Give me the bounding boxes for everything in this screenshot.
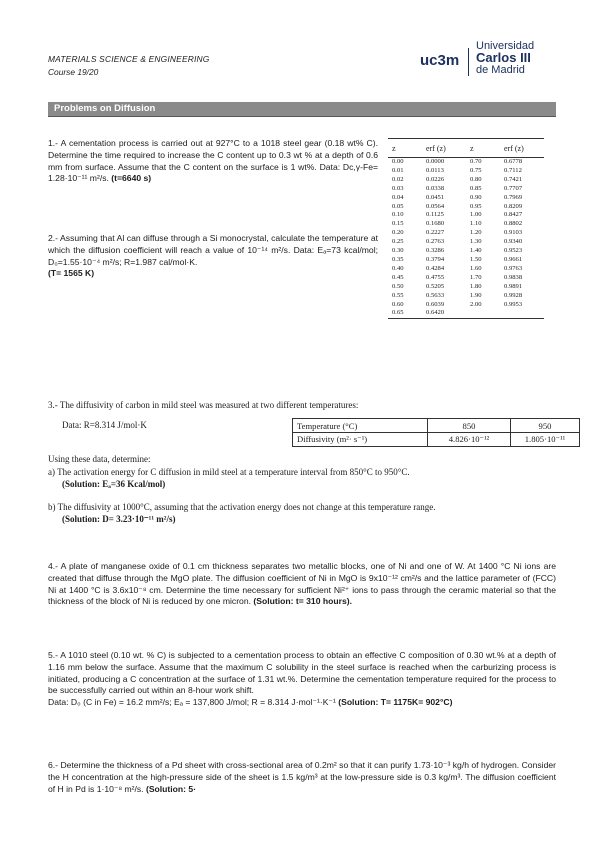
university-line2: Carlos III	[476, 50, 531, 65]
problem-3-intro: 3.- The diffusivity of carbon in mild steel was measured at two different temperatures:	[48, 400, 359, 410]
erf-table-row	[388, 265, 544, 274]
problem-3a	[48, 467, 556, 491]
erf-table-row	[388, 211, 544, 220]
uc3m-logo: uc3m	[420, 52, 460, 69]
course-year: Course 19/20	[48, 67, 99, 77]
erf-header-row	[388, 139, 544, 158]
problem-5-data: Data: D₀ (C in Fe) = 16.2 mm²/s; Eₐ = 137,800 J/mol; R = 8.314 J·mol⁻¹·K⁻¹	[48, 697, 336, 708]
erf-z-right: 1.90	[470, 291, 482, 299]
problem-4-solution: (Solution: t= 310 hours).	[253, 596, 352, 607]
diffusivity-table-row	[293, 433, 580, 447]
erf-z-right: 1.40	[470, 247, 482, 255]
erf-header-erf2: erf (z)	[500, 139, 544, 158]
erf-value-left: 0.0338	[426, 184, 445, 192]
erf-header-z2: z	[466, 139, 500, 158]
erf-value-left: 0.3286	[426, 247, 445, 255]
erf-value-left: 0.0451	[426, 193, 445, 201]
erf-table-wrapper	[388, 138, 544, 319]
erf-table-body	[388, 158, 544, 319]
problem-1-text: 1.- A cementation process is carried out at 927°C to a 1018 steel gear (0.18 wt% C). Determine the time required to increase the C content up to 0.3 wt % at a depth of 0.6 mm from surface. Assume that the C content on the surface is 1 wt%. Data: Dc,γ-Fe= 1.28·10⁻¹¹ m²/s.	[48, 138, 378, 184]
erf-table-row	[388, 292, 544, 301]
erf-table-row	[388, 203, 544, 212]
erf-value-right: 0.6778	[504, 158, 523, 165]
erf-z-right: 0.85	[470, 184, 482, 192]
erf-z-left: 0.20	[392, 229, 404, 237]
problem-6-text: 6.- Determine the thickness of a Pd sheet with cross-sectional area of 0.2m² so that it can purify 1.73·10⁻³ kg/h of hydrogen. Consider the H concentration at the high-pressure side of the sheet is 1.5 kg/m³ at the low-pressure side is 0.3 kg/m³. The diffusion coefficient of H in Pd is 1·10⁻⁸ m²/s.	[48, 760, 556, 794]
erf-value-left: 0.3794	[426, 255, 445, 263]
erf-header-erf1: erf (z)	[422, 139, 466, 158]
erf-value-right: 0.9928	[504, 291, 523, 299]
temperature-value-1: 850	[428, 419, 511, 433]
erf-z-left: 0.05	[392, 202, 404, 210]
university-name	[476, 40, 534, 76]
erf-z-left: 0.45	[392, 273, 404, 281]
erf-z-right: 0.80	[470, 175, 482, 183]
erf-value-left: 0.5205	[426, 282, 445, 290]
erf-table-row	[388, 247, 544, 256]
diffusivity-label: Diffusivity (m²· s⁻¹)	[293, 433, 428, 447]
problem-6-solution: (Solution: 5·	[145, 783, 197, 794]
erf-z-right: 0.70	[470, 158, 482, 165]
erf-z-right: 0.90	[470, 193, 482, 201]
problem-3b-solution: (Solution: D= 3.23·10⁻¹¹ m²/s)	[62, 513, 176, 524]
erf-z-right: 1.70	[470, 273, 482, 281]
erf-table-row	[388, 167, 544, 176]
erf-table-row	[388, 256, 544, 265]
erf-value-left: 0.2227	[426, 229, 445, 237]
erf-table-row	[388, 158, 544, 167]
erf-value-right: 0.9340	[504, 238, 523, 246]
logo-divider	[468, 48, 469, 76]
erf-value-right: 0.9838	[504, 273, 523, 281]
erf-table-row	[388, 283, 544, 292]
problem-6	[48, 760, 556, 795]
erf-value-right: 0.7421	[504, 175, 523, 183]
problem-4-text: 4.- A plate of manganese oxide of 0.1 cm thickness separates two metallic blocks, one of Ni and one of W. At 1400 °C Ni ions are created that diffuse through the MgO plate. The diffusion coefficient of Ni in MgO is 9x10⁻¹² cm²/s and the lattice parameter of (FCC) Ni at 1400 °C is 3.6x10⁻⁸ cm. Determine the time necessary for sufficient Ni²⁺ ions to pass through the ceramic material so that the thickness of the block of Ni is reduced by one micron.	[48, 561, 556, 607]
erf-z-left: 0.15	[392, 220, 404, 228]
erf-z-right: 1.00	[470, 211, 482, 219]
erf-z-left: 0.00	[392, 158, 404, 165]
erf-z-left: 0.35	[392, 255, 404, 263]
erf-value-right: 0.8802	[504, 220, 523, 228]
erf-z-left: 0.02	[392, 175, 404, 183]
erf-z-right: 1.50	[470, 255, 482, 263]
problem-5-text: 5.- A 1010 steel (0.10 wt. % C) is subjected to a cementation process to obtain an effective C composition of 0.30 wt.% at a depth of 1.16 mm below the surface. Assume that the maximum C solubility in the steel surface is reached when the carburizing process is initiated, producing a C concentration at the surface of 1.31 wt.%. Determine the cementation temperature required for the process to be successfully carried out within an 8-hour work shift.	[48, 650, 556, 696]
problem-4	[48, 561, 556, 608]
erf-table-row	[388, 176, 544, 185]
problem-1-solution: (t=6640 s)	[111, 173, 152, 184]
erf-z-left: 0.30	[392, 247, 404, 255]
erf-value-right: 0.9523	[504, 247, 523, 255]
erf-value-right: 0.9103	[504, 229, 523, 237]
erf-table-row	[388, 274, 544, 283]
erf-z-left: 0.65	[388, 309, 422, 318]
diffusivity-table-row	[293, 419, 580, 433]
erf-z-left: 0.01	[392, 166, 404, 174]
diffusivity-table	[292, 418, 580, 447]
erf-z-left: 0.25	[392, 238, 404, 246]
problem-3b	[48, 502, 556, 526]
problem-3a-solution: (Solution: Eₐ=36 Kcal/mol)	[62, 478, 166, 489]
erf-z-left: 0.50	[392, 282, 404, 290]
erf-z-right	[466, 309, 500, 318]
erf-value-left: 0.1680	[426, 220, 445, 228]
erf-z-left: 0.10	[392, 211, 404, 219]
erf-value-right: 0.9661	[504, 255, 523, 263]
course-title: MATERIALS SCIENCE & ENGINEERING	[48, 54, 210, 64]
erf-value-left: 0.4755	[426, 273, 445, 281]
problem-2-solution: (T= 1565 K)	[48, 268, 95, 279]
erf-value-right	[500, 309, 544, 318]
section-title: Problems on Diffusion	[54, 103, 156, 114]
problem-3-using: Using these data, determine:	[48, 454, 151, 464]
erf-value-right: 0.9763	[504, 264, 523, 272]
erf-table-row	[388, 238, 544, 247]
problem-2	[48, 233, 378, 280]
erf-z-right: 1.80	[470, 282, 482, 290]
erf-z-right: 1.10	[470, 220, 482, 228]
erf-z-right: 1.30	[470, 238, 482, 246]
problem-1	[48, 138, 378, 185]
university-line3: de Madrid	[476, 64, 525, 76]
erf-value-left: 0.4284	[426, 264, 445, 272]
erf-value-left: 0.0000	[426, 158, 445, 165]
erf-z-left: 0.55	[392, 291, 404, 299]
erf-value-right: 0.9891	[504, 282, 523, 290]
problem-5-solution: (Solution: T= 1175K= 902°C)	[338, 697, 453, 708]
erf-table-row	[388, 229, 544, 238]
temperature-value-2: 950	[511, 419, 580, 433]
erf-value-left: 0.6039	[426, 300, 445, 308]
problem-3b-text: b) The diffusivity at 1000°C, assuming that the activation energy does not change at this temperature range.	[48, 502, 436, 512]
section-banner	[48, 102, 556, 117]
erf-table-row	[388, 185, 544, 194]
erf-table-row	[388, 309, 544, 318]
problem-3a-text: a) The activation energy for C diffusion in mild steel at a temperature interval from 850°C to 950°C.	[48, 467, 410, 477]
erf-value-right: 0.7969	[504, 193, 523, 201]
erf-z-left: 0.40	[392, 264, 404, 272]
erf-z-right: 1.60	[470, 264, 482, 272]
diffusivity-table-wrapper	[292, 418, 580, 447]
erf-value-right: 0.7707	[504, 184, 523, 192]
erf-value-right: 0.8209	[504, 202, 523, 210]
erf-value-left: 0.5633	[426, 291, 445, 299]
diffusivity-value-2: 1.805·10⁻¹¹	[511, 433, 580, 447]
erf-z-left: 0.04	[392, 193, 404, 201]
erf-value-right: 0.9953	[504, 300, 523, 308]
problem-2-text: 2.- Assuming that Al can diffuse through a Si monocrystal, calculate the temperature at which the diffusion coefficient will reach a value of 10⁻¹⁴ m²/s. Data: Eₐ=73 kcal/mol; D₀=1.55·10⁻⁴ m²/s; R=1.987 cal/mol·K.	[48, 233, 378, 267]
diffusivity-value-1: 4.826·10⁻¹²	[428, 433, 511, 447]
erf-value-right: 0.7112	[504, 166, 522, 174]
problem-3-data: Data: R=8.314 J/mol·K	[62, 420, 147, 430]
erf-z-right: 2.00	[470, 300, 482, 308]
erf-value-left: 0.0564	[426, 202, 445, 210]
erf-z-right: 0.75	[470, 166, 482, 174]
erf-value-left: 0.2763	[426, 238, 445, 246]
erf-z-left: 0.60	[392, 300, 404, 308]
erf-value-right: 0.8427	[504, 211, 523, 219]
erf-value-left: 0.6420	[422, 309, 466, 318]
erf-table	[388, 138, 544, 319]
temperature-label: Temperature (°C)	[293, 419, 428, 433]
erf-z-left: 0.03	[392, 184, 404, 192]
university-line1: Universidad	[476, 40, 535, 52]
erf-header-z1: z	[388, 139, 422, 158]
erf-table-row	[388, 301, 544, 310]
erf-value-left: 0.0226	[426, 175, 445, 183]
erf-table-row	[388, 220, 544, 229]
erf-z-right: 1.20	[470, 229, 482, 237]
erf-value-left: 0.0113	[426, 166, 444, 174]
erf-z-right: 0.95	[470, 202, 482, 210]
erf-table-row	[388, 194, 544, 203]
problem-5	[48, 650, 556, 709]
erf-value-left: 0.1125	[426, 211, 444, 219]
